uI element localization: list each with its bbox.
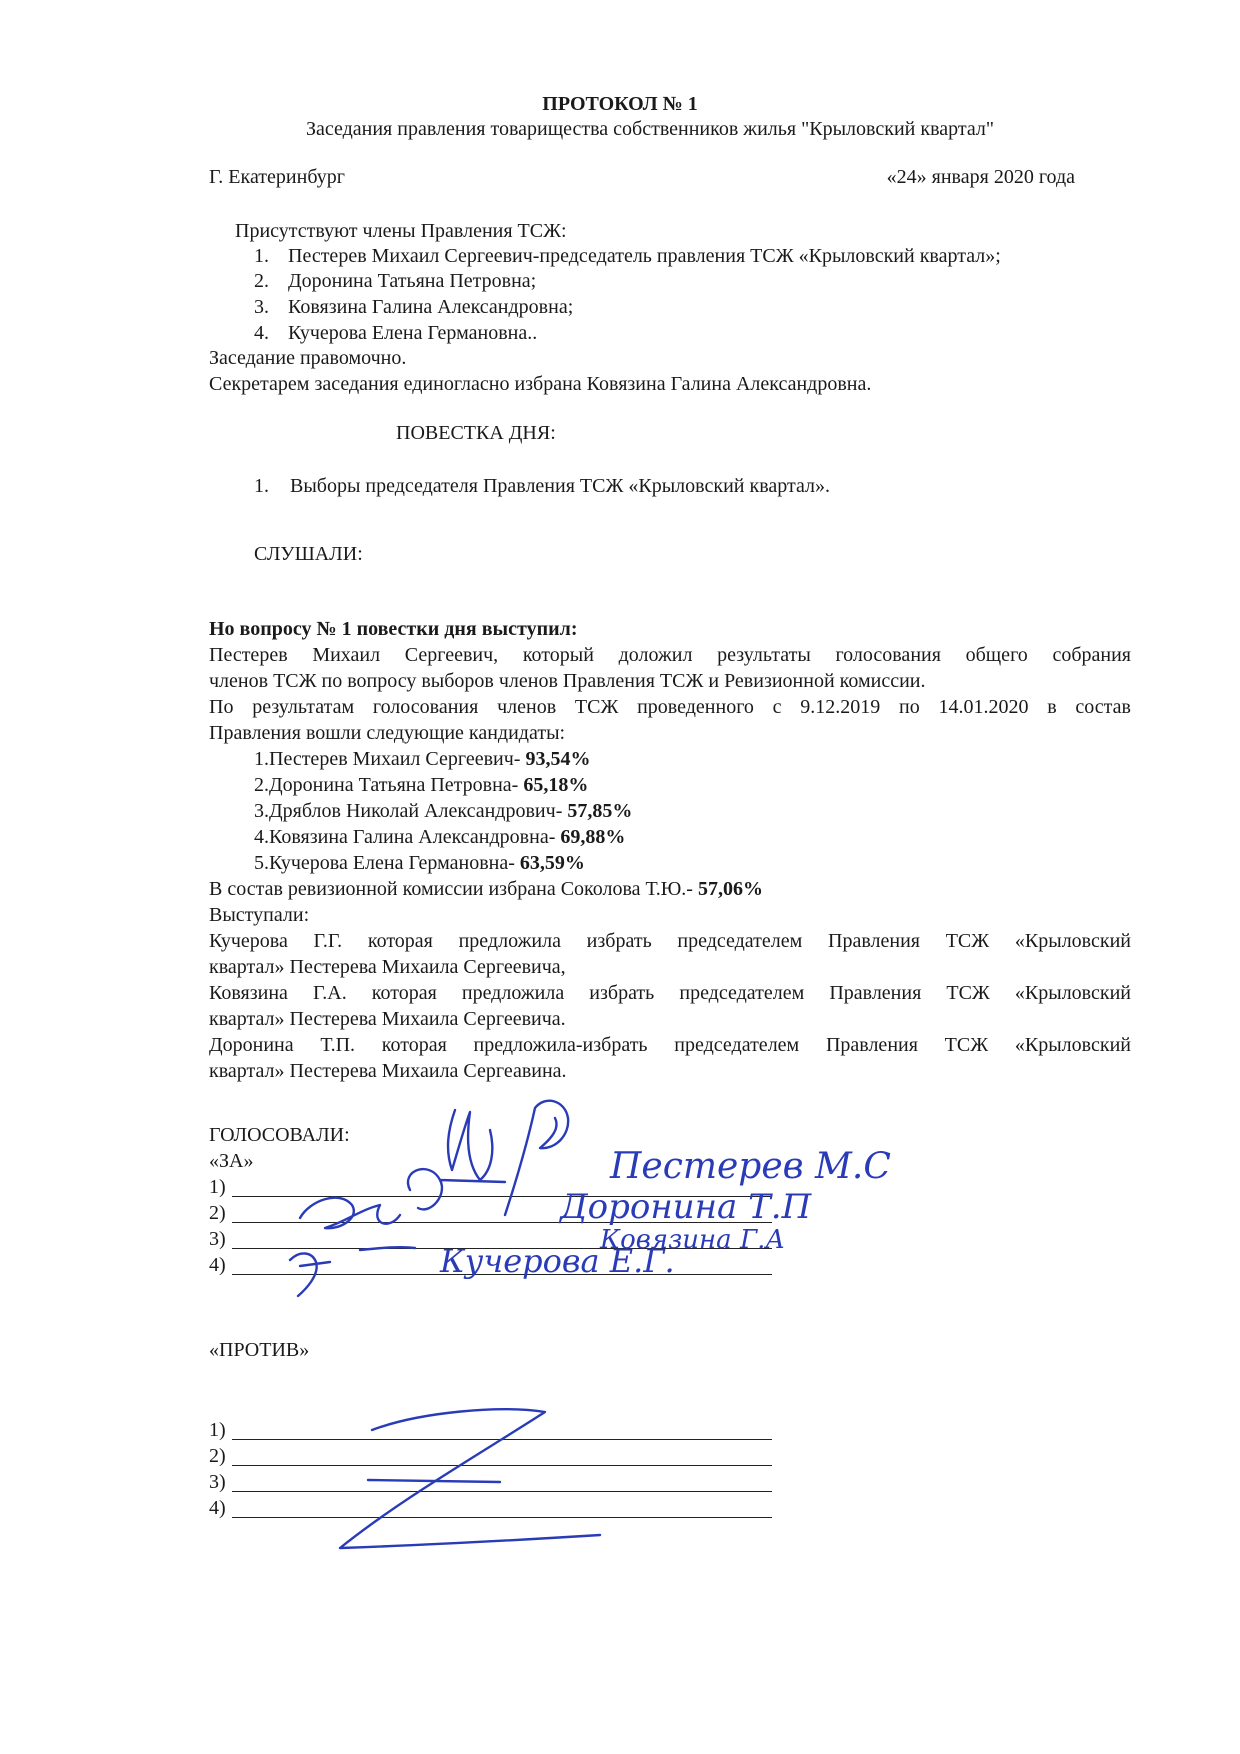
signature-scribble xyxy=(290,1253,330,1296)
place: Г. Екатеринбург xyxy=(209,166,345,188)
speech-line: квартал» Пестерева Михаила Сергеавина. xyxy=(209,1060,567,1082)
list-number: 4. xyxy=(254,322,269,344)
attendance-heading: Присутствуют члены Правления ТСЖ: xyxy=(235,220,567,242)
candidate-name: 1.Пестерев Михаил Сергеевич- xyxy=(254,748,521,770)
signature-text: Кучерова Е.Г. xyxy=(440,1242,675,1280)
against-label: «ПРОТИВ» xyxy=(209,1339,310,1361)
results-paragraph-line: Правления вошли следующие кандидаты: xyxy=(209,722,566,744)
candidate-percent: 65,18% xyxy=(518,774,589,796)
speech-line: Кучерова Г.Г. которая предложила избрать председателем Правления ТСЖ «Крыловский xyxy=(209,930,1131,952)
list-number: 1. xyxy=(254,475,269,497)
candidate-percent: 57,85% xyxy=(562,800,633,822)
candidate-percent: 93,54% xyxy=(520,748,591,770)
signature-scribble xyxy=(448,1110,492,1180)
report-paragraph-line: Пестерев Михаил Сергеевич, который доложил результаты голосования общего собрания xyxy=(209,644,1131,666)
candidate-name: 5.Кучерова Елена Германовна- xyxy=(254,852,515,874)
list-number: 2. xyxy=(254,270,269,292)
heard-heading: СЛУШАЛИ: xyxy=(254,543,363,565)
list-number: 3. xyxy=(254,296,269,318)
against-line-number: 3) xyxy=(209,1471,226,1493)
question-heading: Но вопросу № 1 повестки дня выступил: xyxy=(209,618,578,640)
for-line-number: 3) xyxy=(209,1228,226,1250)
member-name: Пестерев Михаил Сергеевич-председатель правления ТСЖ «Крыловский квартал»; xyxy=(288,245,1001,267)
audit-percent: 57,06% xyxy=(692,878,763,900)
against-strike-scribble xyxy=(368,1480,500,1482)
results-paragraph-line: По результатам голосования членов ТСЖ проведенного с 9.12.2019 по 14.01.2020 в состав xyxy=(209,696,1131,718)
against-strike-scribble xyxy=(340,1409,600,1548)
document-title: ПРОТОКОЛ № 1 xyxy=(542,93,698,115)
speech-line: квартал» Пестерева Михаила Сергеевича. xyxy=(209,1008,566,1030)
signature-scribble xyxy=(300,1198,400,1229)
against-line-number: 4) xyxy=(209,1497,226,1519)
speech-line: Ковязина Г.А. которая предложила избрать председателем Правления ТСЖ «Крыловский xyxy=(209,982,1131,1004)
candidate-percent: 69,88% xyxy=(555,826,626,848)
for-line-number: 4) xyxy=(209,1254,226,1276)
signature-text: Доронина Т.П xyxy=(560,1187,812,1227)
candidate-name: 4.Ковязина Галина Александровна- xyxy=(254,826,556,848)
audit-text: В состав ревизионной комиссии избрана Соколова Т.Ю.- xyxy=(209,878,693,900)
secretary-statement: Секретарем заседания единогласно избрана Ковязина Галина Александровна. xyxy=(209,373,872,395)
signature-text: Ковязина Г.А xyxy=(600,1225,786,1255)
signature-scribble xyxy=(408,1169,505,1209)
report-paragraph-line: членов ТСЖ по вопросу выборов членов Правления ТСЖ и Ревизионной комиссии. xyxy=(209,670,926,692)
candidate-name: 3.Дряблов Николай Александрович- xyxy=(254,800,563,822)
quorum-statement: Заседание правомочно. xyxy=(209,347,407,369)
list-number: 1. xyxy=(254,245,269,267)
spoke-heading: Выступали: xyxy=(209,904,310,926)
against-line-number: 1) xyxy=(209,1419,226,1441)
against-line-number: 2) xyxy=(209,1445,226,1467)
member-name: Ковязина Галина Александровна; xyxy=(288,296,574,318)
candidate-percent: 63,59% xyxy=(514,852,585,874)
voting-heading: ГОЛОСОВАЛИ: xyxy=(209,1124,350,1146)
speech-line: квартал» Пестерева Михаила Сергеевича, xyxy=(209,956,566,978)
document-subtitle: Заседания правления товарищества собственников жилья "Крыловский квартал" xyxy=(305,118,995,140)
agenda-heading: ПОВЕСТКА ДНЯ: xyxy=(396,422,556,444)
for-label: «ЗА» xyxy=(209,1150,254,1172)
for-line-number: 1) xyxy=(209,1176,226,1198)
member-name: Доронина Татьяна Петровна; xyxy=(288,270,537,292)
signature-scribble xyxy=(505,1101,568,1215)
signature-text: Пестерев М.С xyxy=(610,1146,891,1187)
agenda-text: Выборы председателя Правления ТСЖ «Крыловский квартал». xyxy=(290,475,830,497)
date: «24» января 2020 года xyxy=(886,166,1075,188)
for-line-number: 2) xyxy=(209,1202,226,1224)
speech-line: Доронина Т.П. которая предложила-избрать председателем Правления ТСЖ «Крыловский xyxy=(209,1034,1131,1056)
member-name: Кучерова Елена Германовна.. xyxy=(288,322,538,344)
signature-scribble xyxy=(360,1247,415,1250)
candidate-name: 2.Доронина Татьяна Петровна- xyxy=(254,774,519,796)
